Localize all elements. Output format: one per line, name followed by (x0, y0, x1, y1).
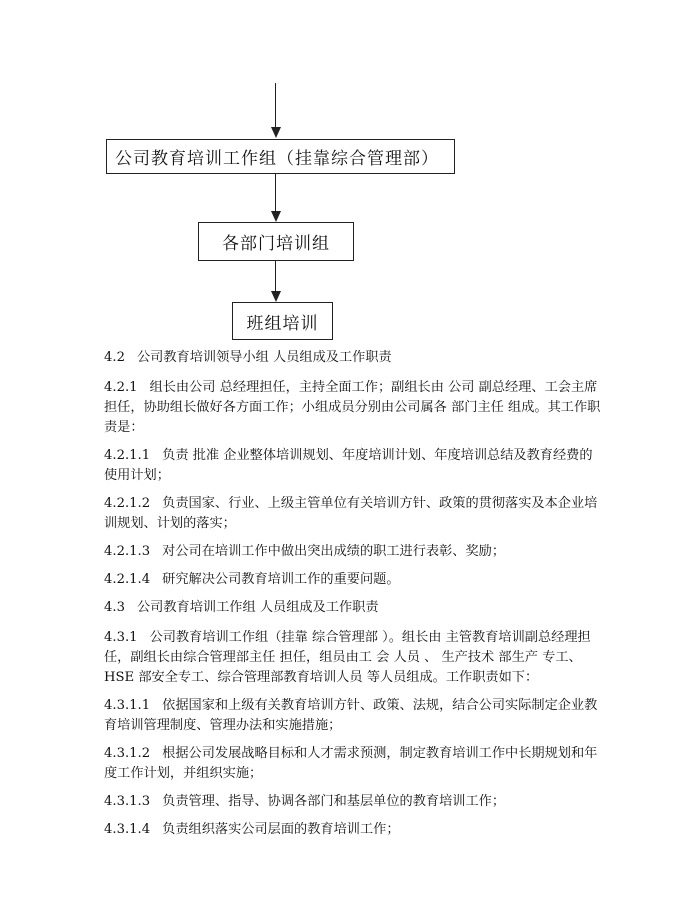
section-text: 公司教育培训领导小组 人员组成及工作职责 (136, 350, 392, 365)
section-text: 负责 批准 企业整体培训规划、年度培训计划、年度培训总结及教育经费的使用计划； (104, 448, 593, 483)
flow-box-team-training: 班组培训 (232, 302, 333, 340)
section-text: 根据公司发展战略目标和人才需求预测，制定教育培训工作中长期规划和年度工作计划，并组织实施； (104, 746, 598, 781)
section-number: 4.3.1.4 (104, 822, 151, 837)
document-body (104, 348, 601, 848)
section-4-2-1-3 (104, 542, 601, 562)
section-number: 4.2.1 (104, 380, 138, 395)
section-4-2-1 (104, 378, 601, 438)
flow-box-company-training-group: 公司教育培训工作组（挂靠综合管理部） (106, 139, 455, 174)
section-text: 研究解决公司教育培训工作的重要问题。 (162, 572, 400, 587)
section-4-2-1-4 (104, 570, 601, 590)
section-number: 4.3.1.2 (104, 746, 151, 761)
section-number: 4.3 (104, 600, 125, 615)
section-text: 负责国家、行业、上级主管单位有关培训方针、政策的贯彻落实及本企业培训规划、计划的落实； (104, 496, 598, 531)
org-flowchart (0, 0, 700, 345)
section-text: 负责组织落实公司层面的教育培训工作； (162, 822, 400, 837)
section-number: 4.2.1.4 (104, 572, 151, 587)
section-number: 4.2 (104, 350, 125, 365)
arrow-head-top (271, 127, 281, 138)
section-text: 组长由公司 总经理担任，主持全面工作；副组长由 公司 副总经理、工会主席担任，协助组长做好各方面工作；小组成员分别由公司属各 部门主任 组成。其工作职责是： (104, 380, 601, 435)
section-number: 4.3.1.3 (104, 794, 151, 809)
section-4-2 (104, 348, 601, 368)
section-text: 依据国家和上级有关教育培训方针、政策、法规，结合公司实际制定企业教育培训管理制度、管理办法和实施措施； (104, 698, 598, 733)
arrow-line-top (275, 83, 276, 128)
section-4-3-1-2 (104, 744, 601, 784)
section-text: 公司教育培训工作组 人员组成及工作职责 (136, 600, 379, 615)
arrow-head-1-2 (271, 211, 281, 222)
section-number: 4.2.1.2 (104, 496, 151, 511)
section-number: 4.2.1.1 (104, 448, 151, 463)
section-4-2-1-1 (104, 446, 601, 486)
section-number: 4.3.1 (104, 630, 138, 645)
section-4-3-1 (104, 628, 601, 688)
section-4-3-1-3 (104, 792, 601, 812)
arrow-line-1-2 (275, 174, 276, 211)
flow-box-department-training-group: 各部门培训组 (198, 222, 354, 261)
section-number: 4.2.1.3 (104, 544, 151, 559)
section-text: 对公司在培训工作中做出突出成绩的职工进行表彰、奖励； (162, 544, 506, 559)
section-4-3 (104, 598, 601, 618)
section-4-3-1-1 (104, 696, 601, 736)
section-number: 4.3.1.1 (104, 698, 151, 713)
arrow-line-2-3 (275, 261, 276, 291)
arrow-head-2-3 (271, 291, 281, 302)
section-4-3-1-4 (104, 820, 601, 840)
section-text: 公司教育培训工作组（挂靠 综合管理部 ）。组长由 主管教育培训副总经理担任，副组长由综合管理部主任 担任，组员由工 会 人员 、 生产技术 部生产 专工、 HSE 部安全专工、综合管理部教育培训人员 等人员组成。工作职责如下： (104, 630, 591, 685)
section-text: 负责管理、指导、协调各部门和基层单位的教育培训工作； (162, 794, 506, 809)
section-4-2-1-2 (104, 494, 601, 534)
